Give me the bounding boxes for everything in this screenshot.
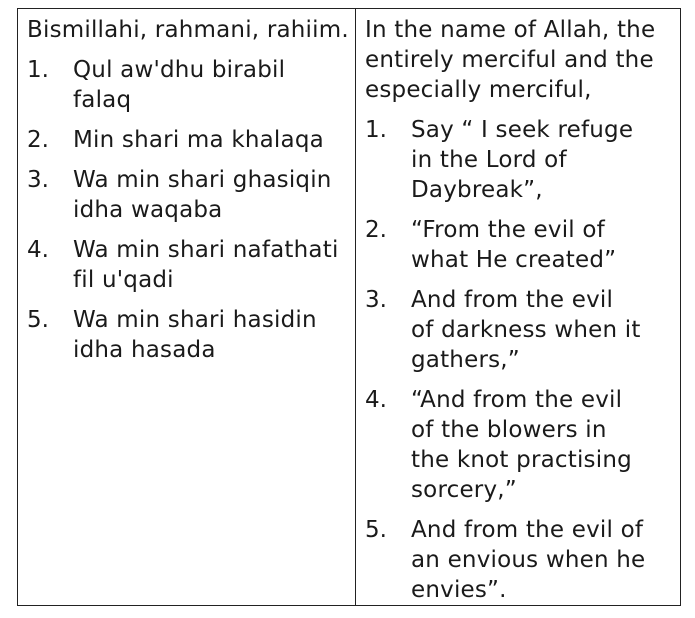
basmala-transliteration: Bismillahi, rahmani, rahiim. xyxy=(27,17,349,43)
item-line: And from the evil of xyxy=(411,517,644,543)
item-line: Daybreak”, xyxy=(411,177,543,203)
item-number: 1. xyxy=(365,117,387,143)
item-text xyxy=(411,515,676,605)
list-item xyxy=(27,55,351,115)
item-line: Min shari ma khalaqa xyxy=(73,127,324,153)
intro-line: In the name of Allah, the xyxy=(365,17,656,43)
translation-table xyxy=(17,8,681,606)
item-line: Wa min shari hasidin xyxy=(73,307,317,333)
item-line: in the Lord of xyxy=(411,147,567,173)
item-line: sorcery,” xyxy=(411,477,517,503)
arabic-transliteration-column xyxy=(18,9,356,605)
item-line: envies”. xyxy=(411,577,507,603)
intro-line: entirely merciful and the xyxy=(365,47,654,73)
list-item xyxy=(27,165,351,225)
item-text xyxy=(411,285,676,375)
item-number: 5. xyxy=(365,517,387,543)
item-text xyxy=(73,165,351,225)
list-item xyxy=(27,305,351,365)
list-item xyxy=(365,385,676,505)
item-line: what He created” xyxy=(411,247,617,273)
item-line: the knot practising xyxy=(411,447,632,473)
item-line: gathers,” xyxy=(411,347,520,373)
item-text xyxy=(73,55,351,115)
item-line: an envious when he xyxy=(411,547,646,573)
item-line: fil u'qadi xyxy=(73,267,174,293)
item-text xyxy=(411,115,676,205)
item-line: Qul aw'dhu birabil xyxy=(73,57,286,83)
item-number: 4. xyxy=(27,237,49,263)
english-translation-column xyxy=(356,9,680,605)
item-line: of the blowers in xyxy=(411,417,607,443)
list-item xyxy=(365,285,676,375)
item-number: 4. xyxy=(365,387,387,413)
list-item xyxy=(27,235,351,295)
item-number: 2. xyxy=(365,217,387,243)
item-line: of darkness when it xyxy=(411,317,641,343)
item-line: falaq xyxy=(73,87,132,113)
item-line: And from the evil xyxy=(411,287,614,313)
item-number: 3. xyxy=(365,287,387,313)
item-line: idha waqaba xyxy=(73,197,223,223)
item-text xyxy=(73,125,351,155)
item-line: Wa min shari nafathati xyxy=(73,237,339,263)
item-line: Wa min shari ghasiqin xyxy=(73,167,332,193)
basmala-translation xyxy=(365,15,676,105)
list-item xyxy=(365,115,676,205)
item-text xyxy=(411,215,676,275)
list-item xyxy=(365,215,676,275)
item-line: idha hasada xyxy=(73,337,216,363)
intro-line: especially merciful, xyxy=(365,77,592,103)
list-item xyxy=(27,125,351,155)
list-item xyxy=(365,515,676,605)
item-number: 2. xyxy=(27,127,49,153)
item-text xyxy=(73,235,351,295)
item-number: 1. xyxy=(27,57,49,83)
item-line: “From the evil of xyxy=(411,217,605,243)
item-line: “And from the evil xyxy=(411,387,623,413)
item-text xyxy=(73,305,351,365)
item-number: 3. xyxy=(27,167,49,193)
item-number: 5. xyxy=(27,307,49,333)
item-line: Say “ I seek refuge xyxy=(411,117,634,143)
item-text xyxy=(411,385,676,505)
